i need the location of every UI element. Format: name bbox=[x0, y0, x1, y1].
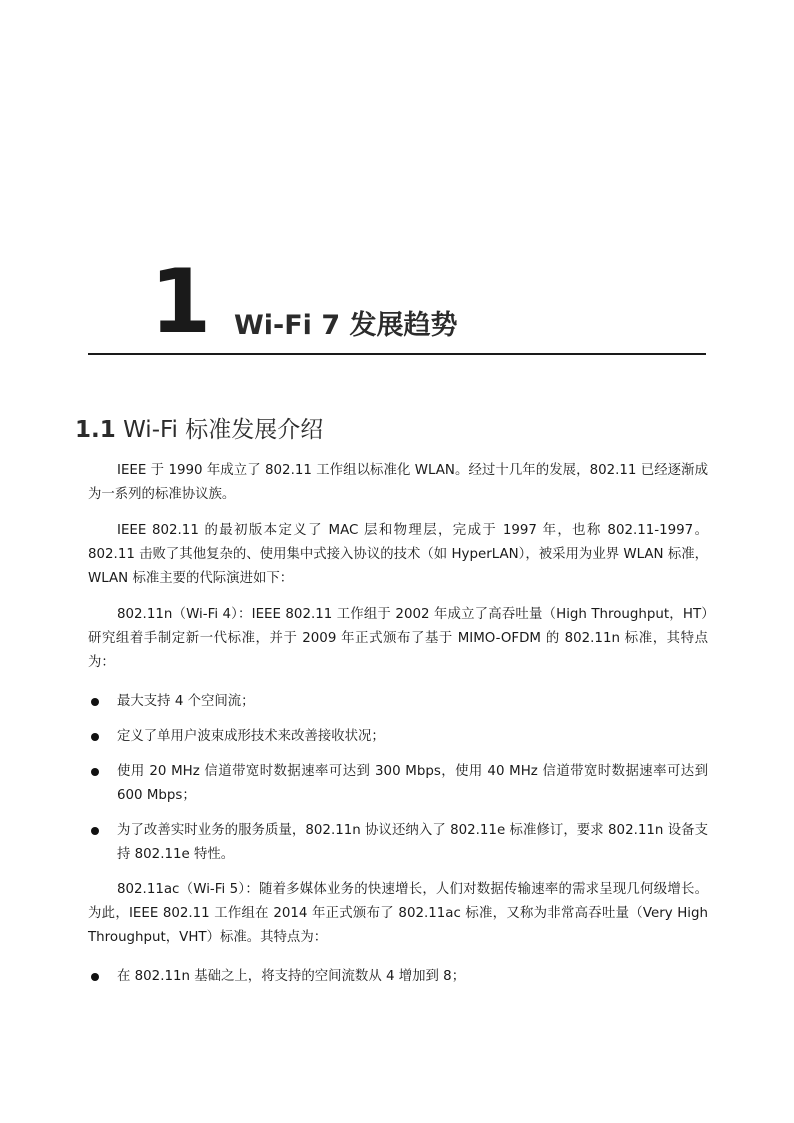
chapter-number: 1 bbox=[150, 250, 212, 353]
bullet-icon bbox=[91, 768, 99, 776]
list-item bbox=[88, 819, 708, 867]
bullet-list-802-11ac bbox=[88, 965, 708, 989]
bullet-list-802-11n bbox=[88, 690, 708, 867]
chapter-title: Wi-Fi 7 发展趋势 bbox=[234, 310, 458, 341]
body-content bbox=[88, 459, 708, 1000]
paragraph-802-11-origin: IEEE 802.11 的最初版本定义了 MAC 层和物理层，完成于 1997 年，也称 802.11-1997。802.11 击败了其他复杂的、使用集中式接入协议的技术（如 HyperLAN），被采用为业界 WLAN 标准，WLAN 标准主要的代际演进如下： bbox=[88, 523, 708, 586]
list-item bbox=[88, 965, 708, 989]
list-item-text: 为了改善实时业务的服务质量，802.11n 协议还纳入了 802.11e 标准修订，要求 802.11n 设备支持 802.11e 特性。 bbox=[117, 823, 708, 862]
paragraph-802-11ac: 802.11ac（Wi-Fi 5）：随着多媒体业务的快速增长，人们对数据传输速率的需求呈现几何级增长。为此，IEEE 802.11 工作组在 2014 年正式颁布了 802.11ac 标准，又称为非常高吞吐量（Very High Throughput，VHT）标准。其特点为： bbox=[88, 882, 708, 945]
paragraph-ieee-intro: IEEE 于 1990 年成立了 802.11 工作组以标准化 WLAN。经过十几年的发展，802.11 已经逐渐成为一系列的标准协议族。 bbox=[88, 463, 708, 502]
list-item bbox=[88, 760, 708, 808]
section-title: Wi-Fi 标准发展介绍 bbox=[123, 417, 324, 443]
bullet-icon bbox=[91, 698, 99, 706]
list-item bbox=[88, 690, 708, 714]
list-item-text: 使用 20 MHz 信道带宽时数据速率可达到 300 Mbps，使用 40 MHz 信道带宽时数据速率可达到 600 Mbps； bbox=[117, 764, 708, 803]
paragraph-802-11n: 802.11n（Wi-Fi 4）：IEEE 802.11 工作组于 2002 年成立了高吞吐量（High Throughput，HT）研究组着手制定新一代标准，并于 2009 年正式颁布了基于 MIMO-OFDM 的 802.11n 标准，其特点为： bbox=[88, 607, 708, 670]
list-item bbox=[88, 725, 708, 749]
bullet-icon bbox=[91, 733, 99, 741]
section-heading bbox=[75, 419, 323, 442]
bullet-icon bbox=[91, 973, 99, 981]
list-item-text: 最大支持 4 个空间流； bbox=[117, 694, 255, 709]
chapter-divider bbox=[88, 353, 706, 355]
bullet-icon bbox=[91, 827, 99, 835]
list-item-text: 定义了单用户波束成形技术来改善接收状况； bbox=[117, 729, 385, 744]
section-number: 1.1 bbox=[75, 417, 116, 443]
list-item-text: 在 802.11n 基础之上，将支持的空间流数从 4 增加到 8； bbox=[117, 969, 466, 984]
